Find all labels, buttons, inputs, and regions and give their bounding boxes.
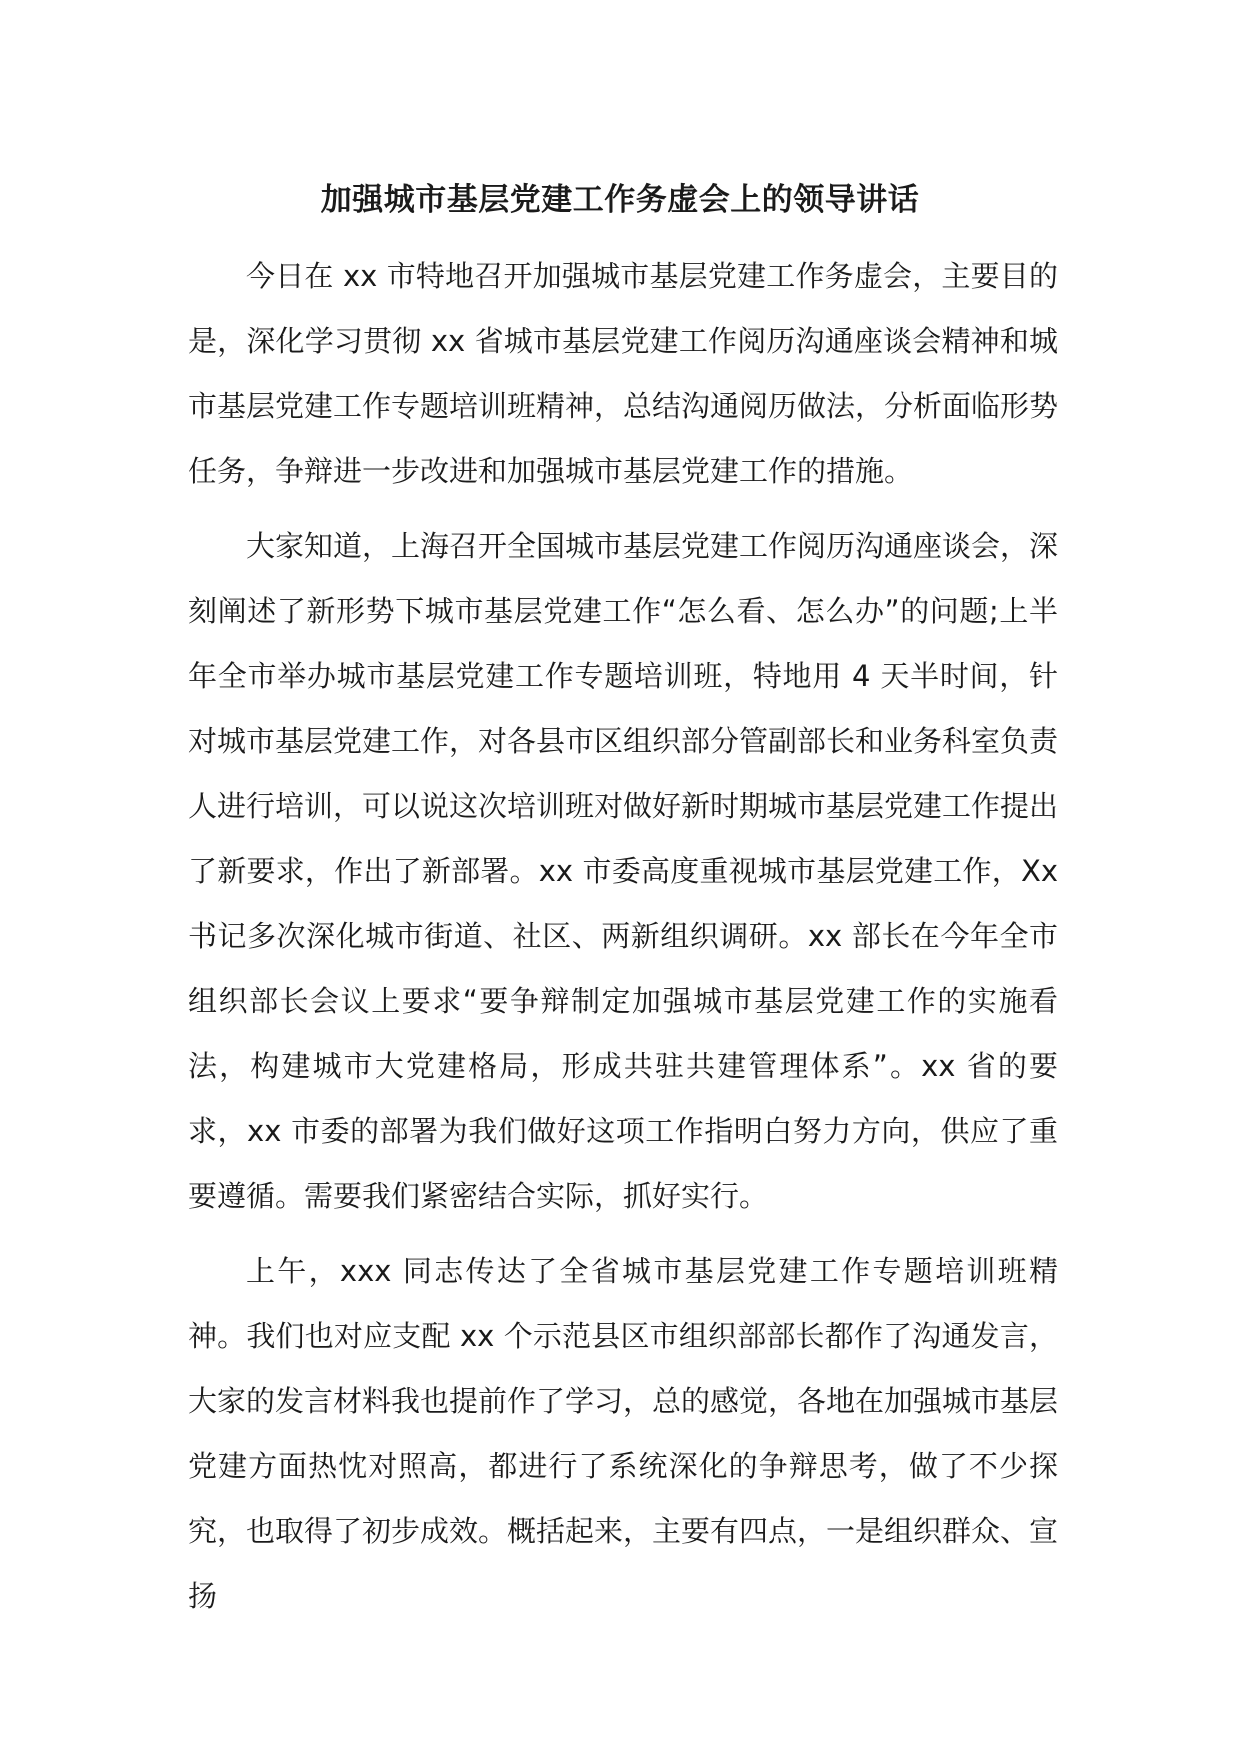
- document-title: 加强城市基层党建工作务虚会上的领导讲话: [320, 182, 920, 218]
- document-body: [188, 244, 1058, 1629]
- paragraph-3: 上午，xxx 同志传达了全省城市基层党建工作专题培训班精神。我们也对应支配 xx 个示范县区市组织部部长都作了沟通发言，大家的发言材料我也提前作了学习，总的感觉，各地在加强城市基层党建方面热忱对照高，都进行了系统深化的争辩思考，做了不少探究，也取得了初步成效。概括起来，主要有四点，一是组织群众、宣扬: [188, 1254, 1059, 1613]
- paragraph-1: 今日在 xx 市特地召开加强城市基层党建工作务虚会，主要目的是，深化学习贯彻 xx 省城市基层党建工作阅历沟通座谈会精神和城市基层党建工作专题培训班精神，总结沟通阅历做法，分析面临形势任务，争辩进一步改进和加强城市基层党建工作的措施。: [188, 259, 1059, 488]
- paragraph-2: 大家知道，上海召开全国城市基层党建工作阅历沟通座谈会，深刻阐述了新形势下城市基层党建工作“怎么看、怎么办”的问题;上半年全市举办城市基层党建工作专题培训班，特地用 4 天半时间，针对城市基层党建工作，对各县市区组织部分管副部长和业务科室负责人进行培训，可以说这次培训班对做好新时期城市基层党建工作提出了新要求，作出了新部署。xx 市委高度重视城市基层党建工作，Xx 书记多次深化城市街道、社区、两新组织调研。xx 部长在今年全市组织部长会议上要求“要争辩制定加强城市基层党建工作的实施看法，构建城市大党建格局，形成共驻共建管理体系”。xx 省的要求，xx 市委的部署为我们做好这项工作指明白努力方向，供应了重要遵循。需要我们紧密结合实际，抓好实行。: [188, 529, 1059, 1213]
